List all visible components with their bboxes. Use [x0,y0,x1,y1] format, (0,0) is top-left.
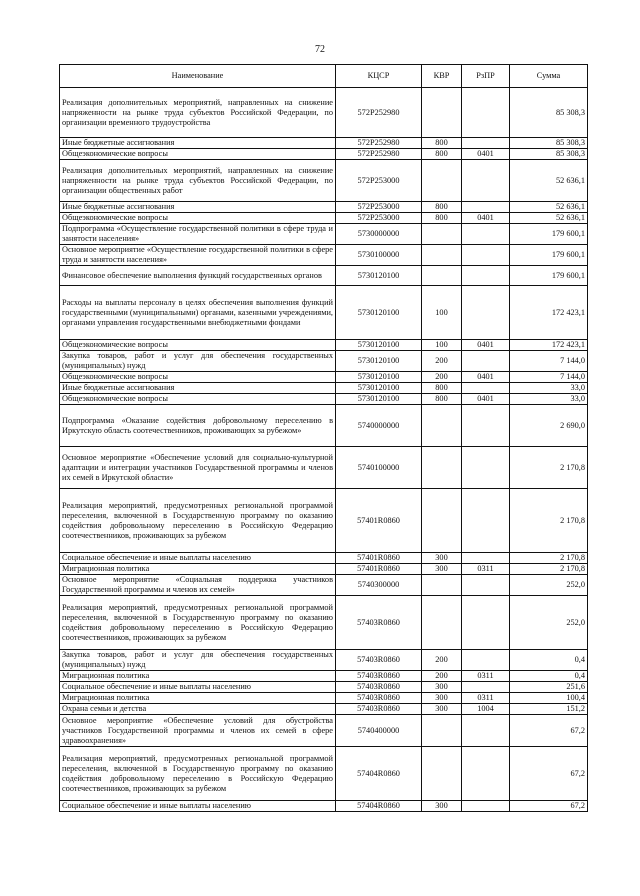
row-rzpr [462,160,510,202]
table-row [60,383,588,394]
row-sum: 7 144,0 [510,372,588,383]
row-sum: 33,0 [510,383,588,394]
row-kcsr: 5730100000 [336,245,422,266]
row-sum: 67,2 [510,801,588,812]
row-kcsr: 57404R0860 [336,747,422,801]
row-sum: 52 636,1 [510,160,588,202]
row-name: Основное мероприятие «Обеспечение условий для социально-культурной адаптации и интеграции участников Государственной программы и членов их семей в Иркутской области» [60,447,336,489]
row-name: Охрана семьи и детства [60,704,336,715]
row-name: Миграционная политика [60,564,336,575]
row-rzpr [462,405,510,447]
row-name: Финансовое обеспечение выполнения функций государственных органов [60,266,336,286]
table-row [60,575,588,596]
row-name: Основное мероприятие «Социальная поддержка участников Государственной программы и членов их семей» [60,575,336,596]
table-row [60,138,588,149]
row-name: Подпрограмма «Осуществление государственной политики в сфере труда и занятости населения» [60,224,336,245]
row-kvr: 800 [422,383,462,394]
row-rzpr [462,575,510,596]
table-row [60,224,588,245]
row-name: Общеэкономические вопросы [60,149,336,160]
row-kcsr: 57401R0860 [336,564,422,575]
table-row [60,405,588,447]
row-kvr: 800 [422,138,462,149]
row-sum: 7 144,0 [510,351,588,372]
table-row [60,596,588,650]
row-kvr [422,88,462,138]
row-name: Реализация мероприятий, предусмотренных региональной программой переселения, включенной в Государственную программу по оказанию содействия добровольному переселению в Российскую Федерацию соотечественников, проживающих за рубежом [60,596,336,650]
row-sum: 0,4 [510,671,588,682]
row-rzpr: 0401 [462,372,510,383]
row-rzpr [462,596,510,650]
row-kcsr: 57403R0860 [336,682,422,693]
row-kcsr: 5730120100 [336,266,422,286]
table-row [60,160,588,202]
table-row [60,286,588,340]
row-name: Реализация дополнительных мероприятий, направленных на снижение напряженности на рынке труда субъектов Российской Федерации, по организации общественных работ [60,160,336,202]
row-sum: 52 636,1 [510,202,588,213]
row-kcsr: 5730120100 [336,394,422,405]
row-kcsr: 5740400000 [336,715,422,747]
table-header-row [60,65,588,88]
table-row [60,553,588,564]
row-kvr: 300 [422,553,462,564]
row-name: Миграционная политика [60,693,336,704]
row-kcsr: 572P253000 [336,160,422,202]
row-rzpr: 0401 [462,213,510,224]
row-kcsr: 572P252980 [336,149,422,160]
header-sum: Сумма [510,65,588,88]
row-sum: 172 423,1 [510,286,588,340]
table-body [60,88,588,812]
row-name: Иные бюджетные ассигнования [60,138,336,149]
row-name: Реализация мероприятий, предусмотренных региональной программой переселения, включенной в Государственную программу по оказанию содействия добровольному переселению в Российскую Федерацию соотечественников, проживающих за рубежом [60,489,336,553]
row-kvr [422,747,462,801]
row-name: Общеэкономические вопросы [60,340,336,351]
row-rzpr: 1004 [462,704,510,715]
table-row [60,747,588,801]
row-kvr: 200 [422,650,462,671]
row-kcsr: 572P253000 [336,202,422,213]
row-kcsr: 57401R0860 [336,553,422,564]
row-kvr: 200 [422,671,462,682]
row-sum: 251,6 [510,682,588,693]
row-sum: 0,4 [510,650,588,671]
row-kvr [422,447,462,489]
row-kvr [422,266,462,286]
table-row [60,671,588,682]
row-kcsr: 5730120100 [336,372,422,383]
page-number: 72 [315,44,325,55]
row-rzpr: 0401 [462,149,510,160]
row-kvr [422,245,462,266]
row-rzpr [462,715,510,747]
row-kcsr: 5740100000 [336,447,422,489]
row-sum: 2 690,0 [510,405,588,447]
row-name: Закупка товаров, работ и услуг для обеспечения государственных (муниципальных) нужд [60,650,336,671]
table-row [60,213,588,224]
row-kcsr: 57404R0860 [336,801,422,812]
row-rzpr [462,747,510,801]
row-rzpr [462,383,510,394]
row-rzpr [462,447,510,489]
table-row [60,564,588,575]
row-kvr: 200 [422,372,462,383]
row-sum: 172 423,1 [510,340,588,351]
row-rzpr [462,489,510,553]
row-name: Общеэкономические вопросы [60,213,336,224]
row-kvr: 300 [422,564,462,575]
row-rzpr [462,88,510,138]
table-row [60,149,588,160]
row-kcsr: 572P252980 [336,88,422,138]
row-rzpr [462,650,510,671]
row-name: Реализация мероприятий, предусмотренных региональной программой переселения, включенной в Государственную программу по оказанию содействия добровольному переселению в Российскую Федерацию соотечественников, проживающих за рубежом [60,747,336,801]
table-row [60,704,588,715]
row-sum: 2 170,8 [510,447,588,489]
row-kcsr: 57403R0860 [336,596,422,650]
row-rzpr: 0311 [462,564,510,575]
row-sum: 67,2 [510,715,588,747]
row-name: Общеэкономические вопросы [60,394,336,405]
row-sum: 2 170,8 [510,564,588,575]
row-name: Иные бюджетные ассигнования [60,202,336,213]
row-rzpr: 0311 [462,693,510,704]
row-rzpr: 0311 [462,671,510,682]
row-sum: 179 600,1 [510,266,588,286]
row-name: Реализация дополнительных мероприятий, направленных на снижение напряженности на рынке труда субъектов Российской Федерации, по организации временного трудоустройства [60,88,336,138]
row-sum: 2 170,8 [510,489,588,553]
row-rzpr: 0401 [462,340,510,351]
row-rzpr [462,202,510,213]
row-kvr [422,715,462,747]
header-name: Наименование [60,65,336,88]
row-sum: 100,4 [510,693,588,704]
row-sum: 179 600,1 [510,224,588,245]
row-sum: 252,0 [510,596,588,650]
row-kcsr: 5730120100 [336,340,422,351]
row-sum: 85 308,3 [510,88,588,138]
table-row [60,340,588,351]
row-rzpr [462,351,510,372]
row-kcsr: 5730120100 [336,383,422,394]
table-row [60,715,588,747]
table-row [60,650,588,671]
row-rzpr [462,245,510,266]
row-sum: 52 636,1 [510,213,588,224]
row-sum: 33,0 [510,394,588,405]
row-kcsr: 57403R0860 [336,671,422,682]
row-sum: 67,2 [510,747,588,801]
row-kvr [422,596,462,650]
row-sum: 85 308,3 [510,149,588,160]
row-kvr [422,405,462,447]
row-kcsr: 572P253000 [336,213,422,224]
row-kcsr: 5730000000 [336,224,422,245]
row-kvr: 200 [422,351,462,372]
header-rzpr: РзПР [462,65,510,88]
row-kcsr: 57403R0860 [336,693,422,704]
row-kcsr: 5740300000 [336,575,422,596]
row-kcsr: 5730120100 [336,351,422,372]
row-kvr: 800 [422,202,462,213]
table-row [60,693,588,704]
row-name: Социальное обеспечение и иные выплаты населению [60,553,336,564]
row-kvr: 300 [422,682,462,693]
header-kcsr: КЦСР [336,65,422,88]
row-sum: 179 600,1 [510,245,588,266]
row-rzpr: 0401 [462,394,510,405]
row-rzpr [462,801,510,812]
row-name: Миграционная политика [60,671,336,682]
table-row [60,202,588,213]
row-kvr: 800 [422,394,462,405]
row-name: Основное мероприятие «Обеспечение условий для обустройства участников Государственной программы и членов их семей в сфере здравоохранения» [60,715,336,747]
row-kvr: 800 [422,149,462,160]
row-name: Социальное обеспечение и иные выплаты населению [60,801,336,812]
table-row [60,245,588,266]
table-row [60,801,588,812]
table-row [60,351,588,372]
row-name: Основное мероприятие «Осуществление государственной политики в сфере труда и занятости населения» [60,245,336,266]
row-kvr: 300 [422,704,462,715]
row-name: Социальное обеспечение и иные выплаты населению [60,682,336,693]
table-row [60,682,588,693]
row-name: Расходы на выплаты персоналу в целях обеспечения выполнения функций государственными (муниципальными) органами, казенными учреждениями, органами управления государственными внебюджетными фондами [60,286,336,340]
row-kvr: 100 [422,340,462,351]
row-kvr: 100 [422,286,462,340]
table-row [60,394,588,405]
row-rzpr [462,266,510,286]
row-sum: 2 170,8 [510,553,588,564]
row-name: Иные бюджетные ассигнования [60,383,336,394]
table-row [60,88,588,138]
table-row [60,447,588,489]
row-rzpr [462,553,510,564]
row-rzpr [462,286,510,340]
table-row [60,266,588,286]
row-kvr [422,160,462,202]
row-kcsr: 57403R0860 [336,650,422,671]
row-kvr [422,575,462,596]
row-kvr [422,224,462,245]
row-sum: 85 308,3 [510,138,588,149]
header-kvr: КВР [422,65,462,88]
row-rzpr [462,138,510,149]
row-name: Закупка товаров, работ и услуг для обеспечения государственных (муниципальных) нужд [60,351,336,372]
row-kvr: 300 [422,801,462,812]
row-name: Подпрограмма «Оказание содействия добровольному переселению в Иркутскую область соотечественников, проживающих за рубежом» [60,405,336,447]
row-rzpr [462,224,510,245]
row-sum: 252,0 [510,575,588,596]
row-kvr: 800 [422,213,462,224]
row-rzpr [462,682,510,693]
row-kcsr: 57401R0860 [336,489,422,553]
row-kcsr: 57403R0860 [336,704,422,715]
row-kvr: 300 [422,693,462,704]
budget-table [59,64,588,812]
table-row [60,489,588,553]
table-row [60,372,588,383]
row-kcsr: 5730120100 [336,286,422,340]
row-name: Общеэкономические вопросы [60,372,336,383]
row-kvr [422,489,462,553]
row-kcsr: 572P252980 [336,138,422,149]
row-kcsr: 5740000000 [336,405,422,447]
row-sum: 151,2 [510,704,588,715]
